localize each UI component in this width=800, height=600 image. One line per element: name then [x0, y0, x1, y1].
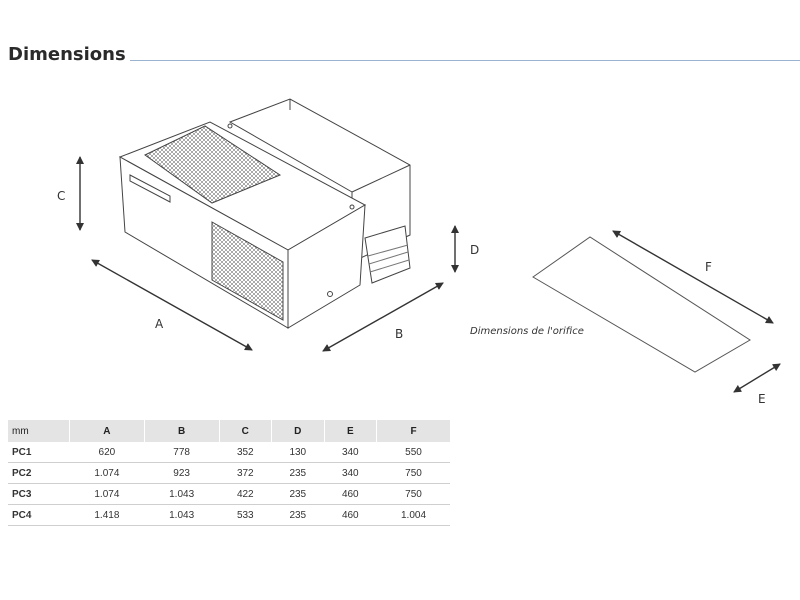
value-cell: 1.043 — [144, 484, 219, 505]
value-cell: 340 — [324, 442, 377, 463]
value-cell: 340 — [324, 463, 377, 484]
unit-header: mm — [8, 420, 70, 442]
value-cell: 372 — [219, 463, 272, 484]
model-cell: PC4 — [8, 505, 70, 526]
column-header: D — [272, 420, 325, 442]
orifice-caption: Dimensions de l'orifice — [470, 326, 584, 337]
table-row — [8, 505, 450, 526]
value-cell: 460 — [324, 505, 377, 526]
value-cell: 235 — [272, 463, 325, 484]
value-cell: 923 — [144, 463, 219, 484]
value-cell: 1.043 — [144, 505, 219, 526]
column-header: C — [219, 420, 272, 442]
title-rule — [130, 60, 800, 61]
value-cell: 750 — [377, 463, 450, 484]
column-header: F — [377, 420, 450, 442]
label-f: F — [705, 260, 712, 274]
table-row — [8, 463, 450, 484]
orifice-outline — [533, 237, 750, 372]
value-cell: 235 — [272, 505, 325, 526]
value-cell: 1.074 — [70, 463, 145, 484]
label-d: D — [470, 243, 480, 257]
value-cell: 550 — [377, 442, 450, 463]
value-cell: 422 — [219, 484, 272, 505]
value-cell: 750 — [377, 484, 450, 505]
dimension-drawing — [0, 80, 800, 410]
label-e: E — [758, 392, 766, 406]
model-cell: PC2 — [8, 463, 70, 484]
column-header: E — [324, 420, 377, 442]
arrow-e — [734, 364, 780, 392]
label-c: C — [57, 189, 66, 203]
label-a: A — [155, 317, 164, 331]
dimensions-table — [8, 420, 450, 526]
column-header: A — [70, 420, 145, 442]
page-title: Dimensions — [8, 44, 126, 65]
value-cell: 533 — [219, 505, 272, 526]
label-b: B — [395, 327, 404, 341]
unit-illustration — [120, 99, 410, 328]
value-cell: 778 — [144, 442, 219, 463]
value-cell: 235 — [272, 484, 325, 505]
value-cell: 1.004 — [377, 505, 450, 526]
section-header — [8, 42, 798, 72]
model-cell: PC3 — [8, 484, 70, 505]
table-header-row — [8, 420, 450, 442]
model-cell: PC1 — [8, 442, 70, 463]
value-cell: 1.418 — [70, 505, 145, 526]
value-cell: 620 — [70, 442, 145, 463]
value-cell: 1.074 — [70, 484, 145, 505]
table-row — [8, 484, 450, 505]
value-cell: 352 — [219, 442, 272, 463]
value-cell: 460 — [324, 484, 377, 505]
table-row — [8, 442, 450, 463]
value-cell: 130 — [272, 442, 325, 463]
column-header: B — [144, 420, 219, 442]
